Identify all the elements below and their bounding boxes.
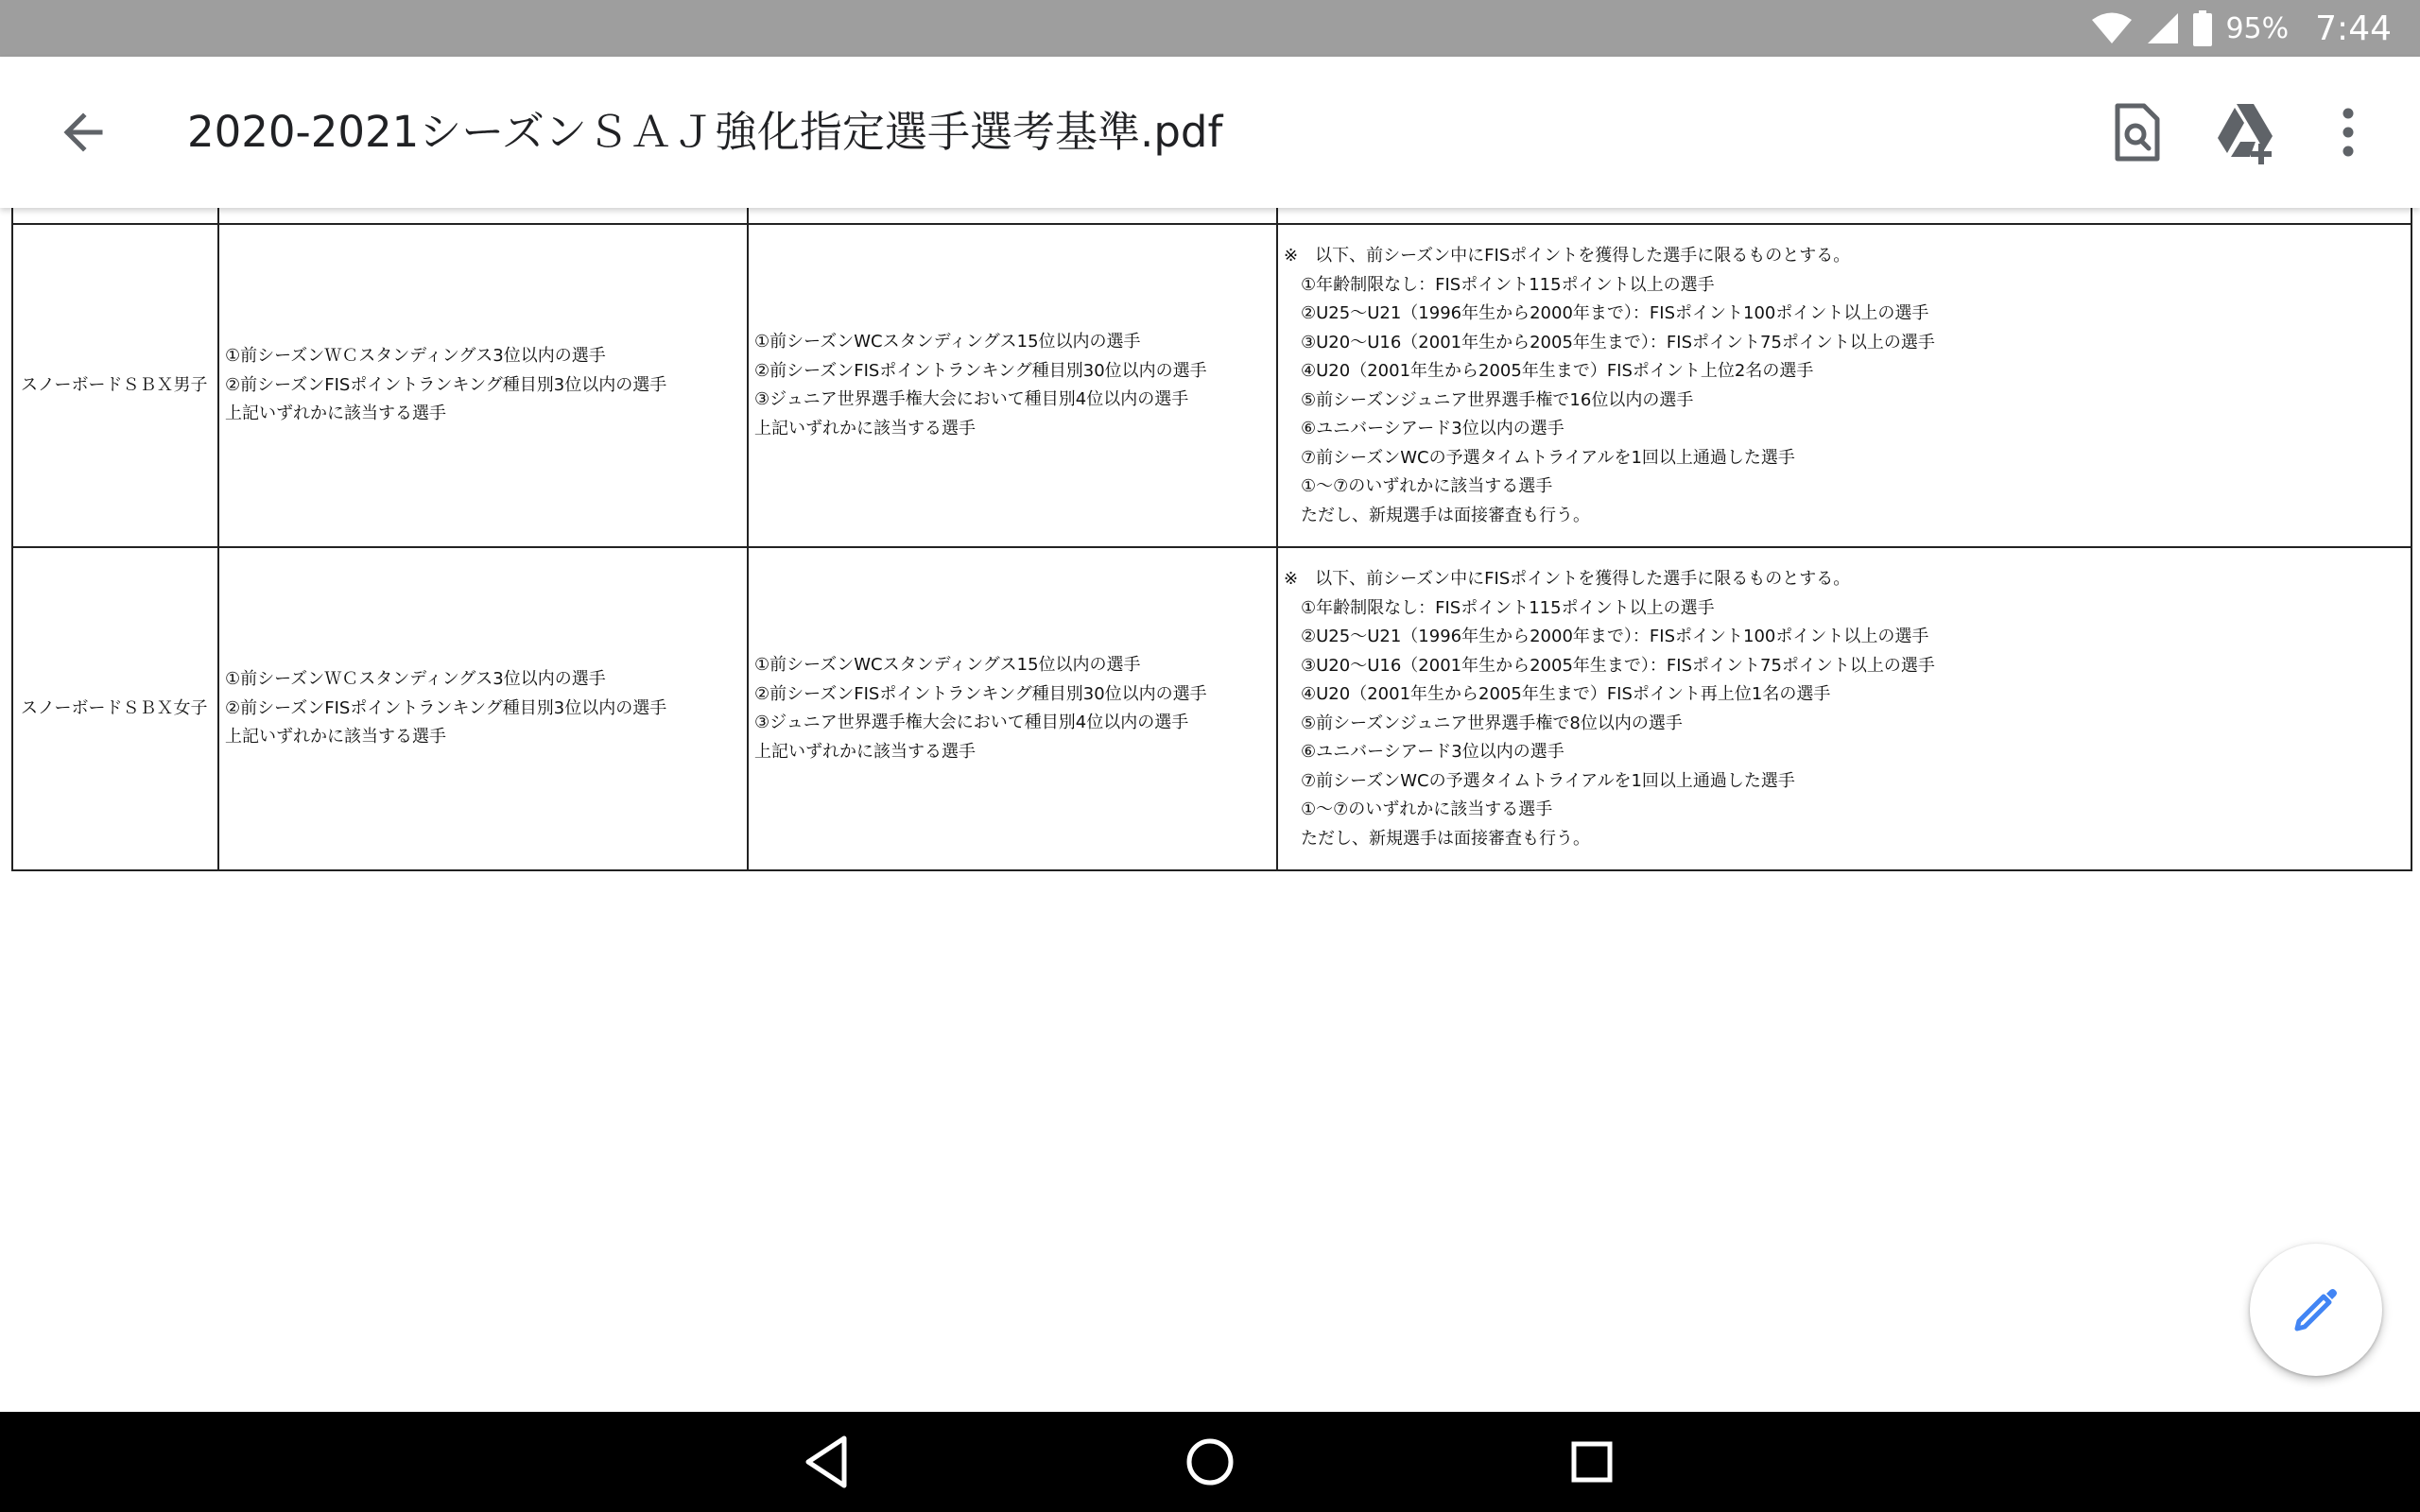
- cell-signal-icon: [2146, 11, 2180, 45]
- notes-line: ②U25～U21（1996年生から2000年まで）：FISポイント100ポイント以上の選手: [1301, 627, 1929, 646]
- battery-percentage: 95%: [2225, 11, 2290, 45]
- category-cell: スノーボードＳＢＸ女子: [12, 547, 218, 870]
- criteria-line: ②前シーズンFISポイントランキング種目別3位以内の選手: [225, 697, 667, 718]
- notes-line: ①～⑦のいずれかに該当する選手: [1301, 799, 1553, 819]
- criteria-cell: [748, 224, 1277, 547]
- category-cell: スノーボードＳＢＸ男子: [12, 224, 218, 547]
- notes-line: ⑥ユニバーシアード3位以内の選手: [1301, 419, 1564, 438]
- notes-line: ただし、新規選手は面接審査も行う。: [1301, 828, 1590, 849]
- document-title: 2020-2021シーズンＳＡＪ強化指定選手選考基準.pdf: [187, 107, 1223, 157]
- edit-fab-button[interactable]: [2250, 1244, 2382, 1376]
- criteria-line: ③ジュニア世界選手権大会において種目別4位以内の選手: [754, 713, 1189, 732]
- wifi-icon: [2091, 11, 2133, 45]
- nav-home-icon: [1179, 1431, 1241, 1493]
- notes-line: ①～⑦のいずれかに該当する選手: [1301, 476, 1553, 496]
- criteria-line: 上記いずれかに該当する選手: [754, 741, 976, 762]
- notes-line: ⑤前シーズンジュニア世界選手権で16位以内の選手: [1301, 389, 1694, 410]
- search-document-icon: [2102, 98, 2170, 166]
- battery-icon: [2193, 10, 2212, 46]
- notes-line: ④U20（2001年生から2005年生まで）FISポイント上位2名の選手: [1301, 361, 1814, 381]
- notes-line: ①年齢制限なし：FISポイント115ポイント以上の選手: [1301, 597, 1715, 618]
- find-in-document-button[interactable]: [2102, 98, 2170, 166]
- criteria-cell: [218, 547, 748, 870]
- notes-line: ③U20～U16（2001年生から2005年生まで）：FISポイント75ポイント以上の選手: [1301, 655, 1935, 676]
- criteria-cell: [748, 547, 1277, 870]
- status-bar: [0, 0, 2420, 57]
- back-arrow-icon: [53, 148, 113, 166]
- criteria-cell: [218, 224, 748, 547]
- notes-line: ⑦前シーズンWCの予選タイムトライアルを1回以上通過した選手: [1301, 447, 1795, 468]
- criteria-line: ③ジュニア世界選手権大会において種目別4位以内の選手: [754, 389, 1189, 409]
- criteria-line: 上記いずれかに該当する選手: [225, 727, 446, 747]
- back-button[interactable]: [53, 102, 113, 163]
- notes-line: ④U20（2001年生から2005年生まで）FISポイント再上位1名の選手: [1301, 684, 1831, 704]
- status-indicators: [2091, 0, 2392, 57]
- selection-criteria-table: [11, 208, 2412, 871]
- nav-back-icon: [797, 1431, 859, 1493]
- criteria-line: ②前シーズンFISポイントランキング種目別30位以内の選手: [754, 683, 1207, 704]
- table-row-partial: [12, 208, 2411, 224]
- notes-header: ※ 以下、前シーズン中にFISポイントを獲得した選手に限るものとする。: [1284, 569, 1851, 589]
- criteria-line: ①前シーズンＷＣスタンディングス3位以内の選手: [225, 346, 606, 367]
- criteria-line: 上記いずれかに該当する選手: [754, 418, 976, 438]
- notes-line: ③U20～U16（2001年生から2005年生まで）：FISポイント75ポイント以上の選手: [1301, 332, 1935, 352]
- table-row: [12, 547, 2411, 870]
- pdf-viewer[interactable]: [0, 208, 2420, 1412]
- notes-line: ①年齢制限なし：FISポイント115ポイント以上の選手: [1301, 274, 1715, 295]
- nav-recents-button[interactable]: [1561, 1431, 1623, 1493]
- notes-line: ②U25～U21（1996年生から2000年まで）：FISポイント100ポイント以上の選手: [1301, 303, 1929, 323]
- notes-cell: [1277, 224, 2411, 547]
- criteria-line: 上記いずれかに該当する選手: [225, 404, 446, 424]
- notes-line: ただし、新規選手は面接審査も行う。: [1301, 505, 1590, 525]
- notes-line: ⑦前シーズンWCの予選タイムトライアルを1回以上通過した選手: [1301, 770, 1795, 791]
- criteria-line: ②前シーズンFISポイントランキング種目別30位以内の選手: [754, 360, 1207, 381]
- more-options-button[interactable]: [2314, 98, 2382, 166]
- navigation-bar: [0, 1412, 2420, 1512]
- app-bar: [0, 57, 2420, 208]
- notes-line: ⑤前シーズンジュニア世界選手権で8位以内の選手: [1301, 713, 1683, 733]
- nav-recents-icon: [1561, 1431, 1623, 1493]
- criteria-line: ①前シーズンWCスタンディングス15位以内の選手: [754, 655, 1141, 675]
- more-vert-icon: [2314, 98, 2382, 166]
- notes-line: ⑥ユニバーシアード3位以内の選手: [1301, 742, 1564, 762]
- notes-header: ※ 以下、前シーズン中にFISポイントを獲得した選手に限るものとする。: [1284, 246, 1851, 266]
- criteria-line: ②前シーズンFISポイントランキング種目別3位以内の選手: [225, 374, 667, 395]
- criteria-line: ①前シーズンWCスタンディングス15位以内の選手: [754, 332, 1141, 352]
- nav-home-button[interactable]: [1179, 1431, 1241, 1493]
- add-to-drive-icon: [2212, 98, 2280, 166]
- table-row: [12, 224, 2411, 547]
- clock: 7:44: [2315, 9, 2392, 48]
- criteria-line: ①前シーズンＷＣスタンディングス3位以内の選手: [225, 669, 606, 690]
- nav-back-button[interactable]: [797, 1431, 859, 1493]
- add-to-drive-button[interactable]: [2212, 98, 2280, 166]
- notes-cell: [1277, 547, 2411, 870]
